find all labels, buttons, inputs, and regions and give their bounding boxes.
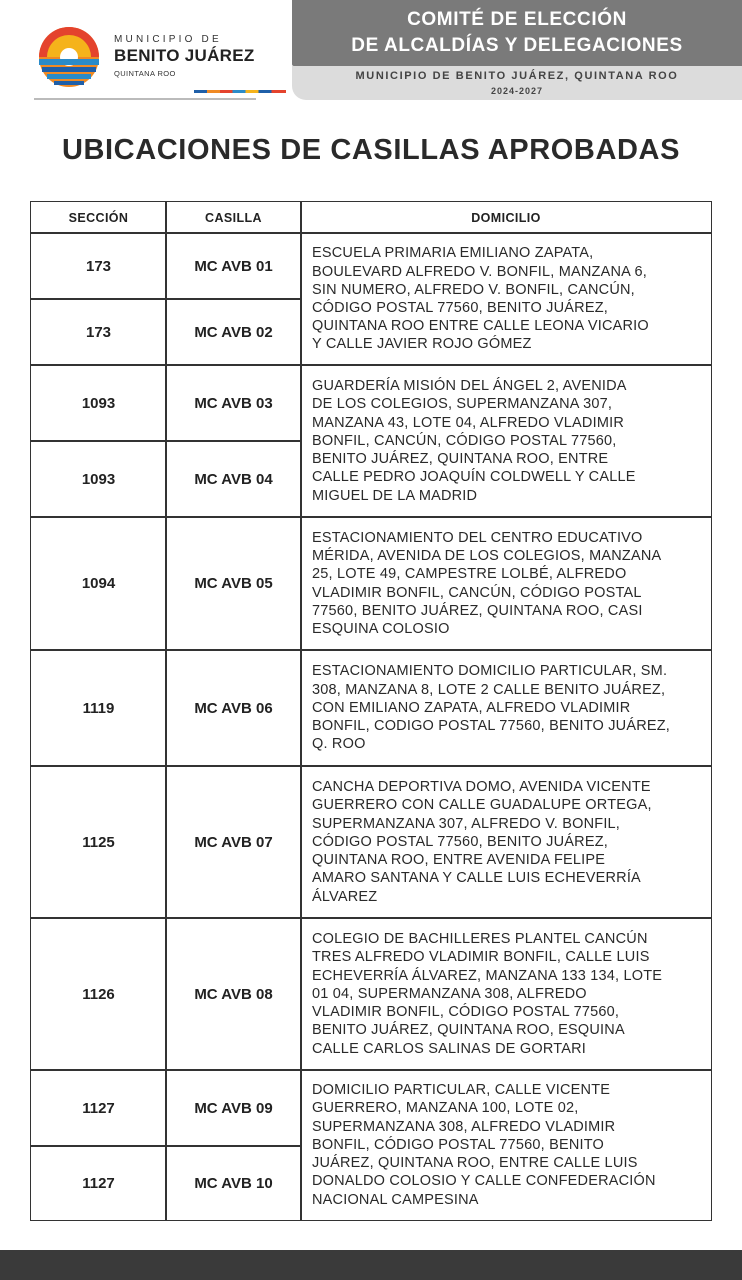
domicilio-cell [300, 917, 712, 1071]
logo-municipio-text: MUNICIPIO DE [114, 34, 222, 45]
sun-sea-logo-icon [38, 26, 100, 88]
logo-divider [34, 98, 256, 100]
domicilio-cell [300, 516, 712, 651]
domicilio-cell [300, 649, 712, 767]
seccion-cell: 1125 [30, 765, 167, 919]
seccion-cell: 173 [30, 298, 167, 366]
logo-name-text: BENITO JUÁREZ [114, 46, 255, 65]
domicilio-cell [300, 364, 712, 518]
domicilio-cell [300, 1069, 712, 1221]
header-casilla: CASILLA [165, 201, 302, 234]
page-title: UBICACIONES DE CASILLAS APROBADAS [61, 134, 681, 166]
domicilio-cell [300, 765, 712, 919]
polling-locations-table [30, 201, 712, 1221]
banner-period: 2024-2027 [490, 86, 544, 96]
domicilio-cell [300, 232, 712, 366]
footer-bar [0, 1250, 742, 1280]
domicilio-text: COLEGIO DE BACHILLERES PLANTEL CANCÚN TRES ALFREDO VLADIMIR BONFIL, CALLE LUIS ECHEVERRÍA ÁLVAREZ, MANZANA 133 134, LOTE 01 04, SUPERMANZANA 308, ALFREDO VLADIMIR BONFIL, CÓDIGO POSTAL 77560, BENITO JUÁREZ, QUINTANA ROO, ESQUINA CALLE CARLOS SALINAS DE GORTARI [312, 931, 663, 1057]
casilla-cell: MC AVB 04 [165, 440, 302, 518]
domicilio-text: DOMICILIO PARTICULAR, CALLE VICENTE GUERRERO, MANZANA 100, LOTE 02, SUPERMANZANA 308, ALFREDO VLADIMIR BONFIL, CÓDIGO POSTAL 77560, BENITO JUÁREZ, QUINTANA ROO, ENTRE CALLE LUIS DONALDO COLOSIO Y CALLE CONFEDERACIÓN NACIONAL CAMPESINA [312, 1082, 656, 1208]
casilla-cell: MC AVB 06 [165, 649, 302, 767]
seccion-cell: 1093 [30, 364, 167, 442]
casilla-cell: MC AVB 10 [165, 1145, 302, 1221]
seccion-cell: 1093 [30, 440, 167, 518]
domicilio-text: ESTACIONAMIENTO DOMICILIO PARTICULAR, SM. 308, MANZANA 8, LOTE 2 CALLE BENITO JUÁREZ, CON EMILIANO ZAPATA, ALFREDO VLADIMIR BONFIL, CODIGO POSTAL 77560, BENITO JUÁREZ, Q. ROO [312, 663, 671, 753]
header-seccion: SECCIÓN [30, 201, 167, 234]
domicilio-text: GUARDERÍA MISIÓN DEL ÁNGEL 2, AVENIDA DE LOS COLEGIOS, SUPERMANZANA 307, MANZANA 43, LOTE 04, ALFREDO VLADIMIR BONFIL, CANCÚN, CÓDIGO POSTAL 77560, BENITO JUÁREZ, QUINTANA ROO, ENTRE CALLE PEDRO JOAQUÍN COLDWELL Y CALLE MIGUEL DE LA MADRID [312, 378, 636, 504]
casilla-cell: MC AVB 09 [165, 1069, 302, 1147]
banner-subtitle: MUNICIPIO DE BENITO JUÁREZ, QUINTANA ROO [355, 70, 679, 82]
seccion-cell: 1094 [30, 516, 167, 651]
casilla-cell: MC AVB 05 [165, 516, 302, 651]
header-domicilio: DOMICILIO [300, 201, 712, 234]
banner-title-line-1: COMITÉ DE ELECCIÓN [407, 9, 627, 30]
domicilio-text: ESTACIONAMIENTO DEL CENTRO EDUCATIVO MÉRIDA, AVENIDA DE LOS COLEGIOS, MANZANA 25, LOTE 49, CAMPESTRE LOLBÉ, ALFREDO VLADIMIR BONFIL, CANCÚN, CÓDIGO POSTAL 77560, BENITO JUÁREZ, QUINTANA ROO, CASI ESQUINA COLOSIO [312, 529, 662, 637]
banner-title-line-2: DE ALCALDÍAS Y DELEGACIONES [351, 35, 683, 56]
logo-color-stripe [194, 90, 286, 93]
seccion-cell: 1126 [30, 917, 167, 1071]
casilla-cell: MC AVB 02 [165, 298, 302, 366]
casilla-cell: MC AVB 07 [165, 765, 302, 919]
casilla-cell: MC AVB 01 [165, 232, 302, 300]
committee-banner [292, 0, 742, 100]
municipality-logo [34, 22, 256, 102]
seccion-cell: 1119 [30, 649, 167, 767]
seccion-cell: 1127 [30, 1145, 167, 1221]
domicilio-text: ESCUELA PRIMARIA EMILIANO ZAPATA, BOULEVARD ALFREDO V. BONFIL, MANZANA 6, SIN NUMERO, ALFREDO V. BONFIL, CANCÚN, CÓDIGO POSTAL 77560, BENITO JUÁREZ, QUINTANA ROO ENTRE CALLE LEONA VICARIO Y CALLE JAVIER ROJO GÓMEZ [312, 245, 649, 353]
domicilio-text: CANCHA DEPORTIVA DOMO, AVENIDA VICENTE GUERRERO CON CALLE GUADALUPE ORTEGA, SUPERMANZANA 307, ALFREDO V. BONFIL, CÓDIGO POSTAL 77560, BENITO JUÁREZ, QUINTANA ROO, ENTRE AVENIDA FELIPE AMARO SANTANA Y CALLE LUIS ECHEVERRÍA ÁLVAREZ [312, 779, 652, 905]
casilla-cell: MC AVB 03 [165, 364, 302, 442]
seccion-cell: 173 [30, 232, 167, 300]
logo-state-text: QUINTANA ROO [114, 69, 176, 78]
seccion-cell: 1127 [30, 1069, 167, 1147]
casilla-cell: MC AVB 08 [165, 917, 302, 1071]
